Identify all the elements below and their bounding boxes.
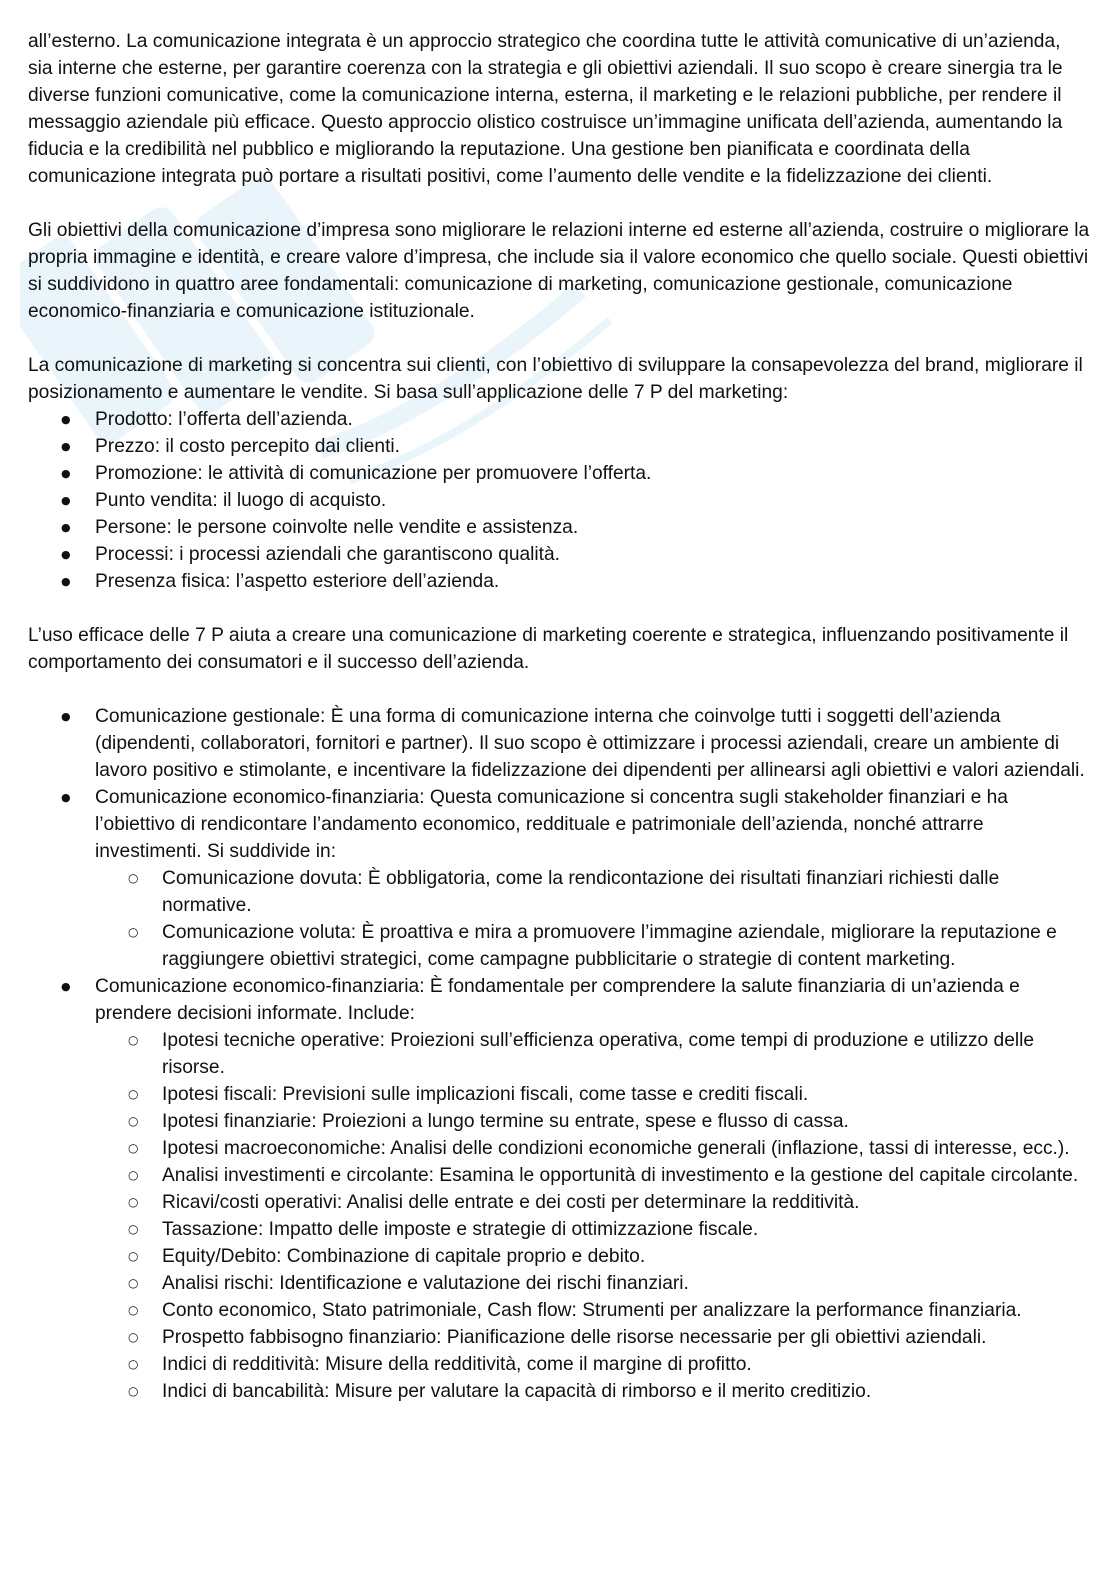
communication-areas-list [28,703,1090,1405]
list-item: ● Promozione: le attività di comunicazione per promuovere l’offerta. [28,460,1090,487]
sublist-item: ○ Analisi rischi: Identificazione e valutazione dei rischi finanziari. [95,1270,1090,1297]
paragraph-marketing-communication: La comunicazione di marketing si concentra sui clienti, con l’obiettivo di sviluppare la consapevolezza del brand, migliorare il posizionamento e aumentare le vendite. Si basa sull’applicazione delle 7 P del marketing: [28,355,1083,403]
list-item-economico-finanziaria [28,784,1090,973]
sublist-item: ○ Prospetto fabbisogno finanziario: Pianificazione delle risorse necessarie per gli obiettivi aziendali. [95,1324,1090,1351]
paragraph-communication-objectives: Gli obiettivi della comunicazione d’impresa sono migliorare le relazioni interne ed esterne all’azienda, costruire o migliorare la propria immagine e identità, e creare valore d’impresa, che include sia il valore economico che quello sociale. Questi obiettivi si suddividono in quattro aree fondamentali: comunicazione di marketing, comunicazione gestionale, comunicazione economico-finanziaria e comunicazione istituzionale. [28,220,1090,322]
sublist-item: ○ Indici di bancabilità: Misure per valutare la capacità di rimborso e il merito creditizio. [95,1378,1090,1405]
list-item: ● Presenza fisica: l’aspetto esteriore dell’azienda. [28,568,1090,595]
list-item: ● Processi: i processi aziendali che garantiscono qualità. [28,541,1090,568]
list-item: ● Prodotto: l’offerta dell’azienda. [28,406,1090,433]
sublist [95,1027,1090,1405]
list-item-economico-finanziaria-ipotesi [28,973,1090,1405]
sublist-item: ○ Indici di redditività: Misure della redditività, come il margine di profitto. [95,1351,1090,1378]
seven-p-list [28,406,1090,595]
sublist-item: ○ Ipotesi tecniche operative: Proiezioni sull’efficienza operativa, come tempi di produzione e utilizzo delle risorse. [95,1027,1090,1081]
paragraph-integrated-communication: all’esterno. La comunicazione integrata è un approccio strategico che coordina tutte le attività comunicative di un’azienda, sia interne che esterne, per garantire coerenza con la strategia e gli obiettivi aziendali. Il suo scopo è creare sinergia tra le diverse funzioni comunicative, come la comunicazione interna, esterna, il marketing e le relazioni pubbliche, per rendere il messaggio aziendale più efficace. Questo approccio olistico costruisce un’immagine unificata dell’azienda, aumentando la fiducia e la credibilità nel pubblico e migliorando la reputazione. Una gestione ben pianificata e coordinata della comunicazione integrata può portare a risultati positivi, come l’aumento delle vendite e la fidelizzazione dei clienti. [28,31,1063,187]
list-item-text: Comunicazione economico-finanziaria: È fondamentale per comprendere la salute finanziaria di un’azienda e prendere decisioni informate. Include: [95,976,1020,1024]
list-item: ● Persone: le persone coinvolte nelle vendite e assistenza. [28,514,1090,541]
sublist-item: ○ Comunicazione dovuta: È obbligatoria, come la rendicontazione dei risultati finanziari richiesti dalle normative. [95,865,1090,919]
sublist [95,865,1090,973]
sublist-item: ○ Conto economico, Stato patrimoniale, Cash flow: Strumenti per analizzare la performance finanziaria. [95,1297,1090,1324]
sublist-item: ○ Ipotesi macroeconomiche: Analisi delle condizioni economiche generali (inflazione, tassi di interesse, ecc.). [95,1135,1090,1162]
sublist-item: ○ Comunicazione voluta: È proattiva e mira a promuovere l’immagine aziendale, migliorare la reputazione e raggiungere obiettivi strategici, come campagne pubblicitarie o strategie di content marketing. [95,919,1090,973]
list-item: ● Punto vendita: il luogo di acquisto. [28,487,1090,514]
list-item-gestionale [28,703,1090,784]
document-body [28,28,1090,1405]
paragraph-seven-p-summary: L’uso efficace delle 7 P aiuta a creare una comunicazione di marketing coerente e strategica, influenzando positivamente il comportamento dei consumatori e il successo dell’azienda. [28,625,1069,673]
sublist-item: ○ Analisi investimenti e circolante: Esamina le opportunità di investimento e la gestione del capitale circolante. [95,1162,1090,1189]
sublist-item: ○ Equity/Debito: Combinazione di capitale proprio e debito. [95,1243,1090,1270]
sublist-item: ○ Ipotesi fiscali: Previsioni sulle implicazioni fiscali, come tasse e crediti fiscali. [95,1081,1090,1108]
list-item: ● Prezzo: il costo percepito dai clienti. [28,433,1090,460]
sublist-item: ○ Ipotesi finanziarie: Proiezioni a lungo termine su entrate, spese e flusso di cassa. [95,1108,1090,1135]
sublist-item: ○ Tassazione: Impatto delle imposte e strategie di ottimizzazione fiscale. [95,1216,1090,1243]
sublist-item: ○ Ricavi/costi operativi: Analisi delle entrate e dei costi per determinare la redditività. [95,1189,1090,1216]
list-item-text: Comunicazione economico-finanziaria: Questa comunicazione si concentra sugli stakeholder finanziari e ha l’obiettivo di rendicontare l’andamento economico, reddituale e patrimoniale dell’azienda, nonché attrarre investimenti. Si suddivide in: [95,787,1008,862]
list-item-text: Comunicazione gestionale: È una forma di comunicazione interna che coinvolge tutti i soggetti dell’azienda (dipendenti, collaboratori, fornitori e partner). Il suo scopo è ottimizzare i processi aziendali, creare un ambiente di lavoro positivo e stimolante, e incentivare la fidelizzazione dei dipendenti per allinearsi agli obiettivi e valori aziendali. [95,706,1085,781]
